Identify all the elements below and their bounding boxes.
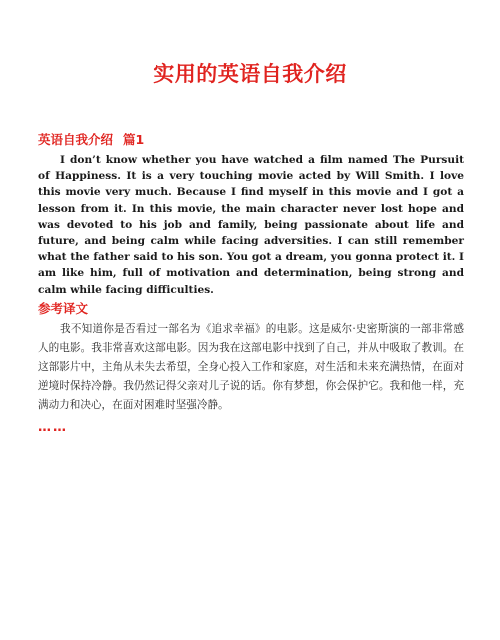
section-heading-translation: 参考译文 (38, 301, 89, 316)
section-heading-english-intro (38, 130, 144, 148)
section-heading-main: 英语自我介绍 (38, 132, 114, 147)
page-title: 实用的英语自我介绍 (153, 62, 347, 86)
translation-paragraph: 我不知道你是否看过一部名为《追求幸福》的电影。这是威尔·史密斯演的一部非常感人的电影。我非常喜欢这部电影。因为我在这部电影中找到了自己，并从中吸取了教训。在这部影片中，主角从未失去希望，全身心投入工作和家庭，对生活和未来充满热情，在面对逆境时保持冷静。我仍然记得父亲对儿子说的话。你有梦想，你会保护它。我和他一样，充满动力和决心，在面对困难时坚强冷静。 (38, 323, 464, 411)
continuation-ellipsis: …… (38, 420, 68, 435)
section-heading-sub: 篇1 (123, 132, 145, 147)
english-paragraph: I don’t know whether you have watched a film named The Pursuit of Happiness. It is a very touching movie acted by Will Smith. I love this movie very much. Because I find myself in this movie and I got a lesson from it. In this movie, the main character never lost hope and was devoted to his job and family, being passionate about life and future, and being calm while facing adversities. I can still remember what the father said to his son. You got a dream, you gonna protect it. I am like him, full of motivation and determination, being strong and calm while facing difficulties. (38, 154, 464, 296)
